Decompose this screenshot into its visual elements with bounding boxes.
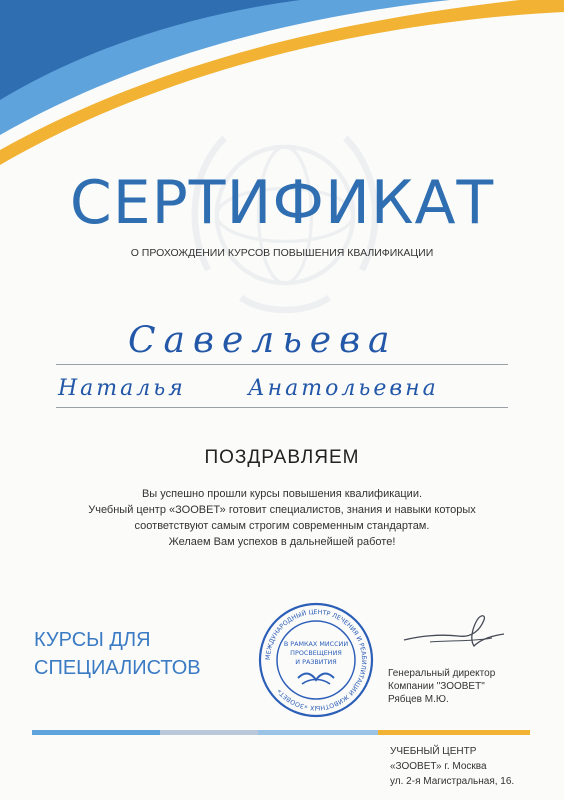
certificate-title: СЕРТИФИКАТ [69, 168, 495, 238]
signatory-company: Компании "ЗООВЕТ" [388, 681, 485, 692]
courses-label-line: КУРСЫ ДЛЯ [34, 629, 151, 651]
stamp-center-line: И РАЗВИТИЯ [295, 658, 337, 666]
stamp-center-line: В РАМКАХ МИССИИ [283, 640, 349, 648]
congrats-heading: ПОЗДРАВЛЯЕМ [204, 447, 360, 468]
message-line: Желаем Вам успехов в дальнейшей работе! [168, 536, 396, 548]
stamp-ring-path: МЕЖДУНАРОДНЫЙ ЦЕНТР ЛЕЧЕНИЯ И РЕАБИЛИТАЦИИ ЖИВОТНЫХ «ЗООВЕТ» [264, 608, 368, 712]
stripe-light-segment [258, 730, 378, 735]
name-line [56, 407, 508, 408]
message-line: Вы успешно прошли курсы повышения квалификации. [141, 488, 423, 500]
stripe-yellow-segment [378, 730, 530, 735]
stamp-center-line: ПРОСВЕЩЕНИЯ [290, 649, 342, 657]
message-line: Учебный центр «ЗООВЕТ» готовит специалистов, знания и навыки которых [88, 504, 476, 516]
center-info-line: «ЗООВЕТ» г. Москва [390, 761, 487, 772]
signatory-position: Генеральный директор [388, 668, 496, 679]
message-line: соответствуют самым строгим современным стандартам. [134, 520, 430, 532]
surname-line [56, 364, 508, 365]
recipient-first-name: Наталья [58, 376, 186, 401]
company-stamp [256, 600, 376, 720]
courses-label-line: СПЕЦИАЛИСТОВ [34, 657, 201, 679]
signatory-name: Рябцев М.Ю. [388, 694, 449, 705]
message-body [0, 486, 564, 550]
training-center-info [390, 744, 514, 789]
recipient-surname: Савельева [128, 320, 398, 361]
director-signature [400, 606, 510, 656]
stripe-gray-segment [160, 730, 258, 735]
center-info-line: УЧЕБНЫЙ ЦЕНТР [390, 746, 477, 757]
recipient-patronymic: Анатольевна [248, 376, 439, 401]
center-info-line: ул. 2-я Магистральная, 16. [390, 776, 515, 787]
certificate-subtitle: О ПРОХОЖДЕНИИ КУРСОВ ПОВЫШЕНИЯ КВАЛИФИКАЦИИ [130, 247, 434, 259]
stripe-blue-segment [32, 730, 160, 735]
courses-label [34, 626, 201, 682]
signatory-block [388, 667, 495, 706]
